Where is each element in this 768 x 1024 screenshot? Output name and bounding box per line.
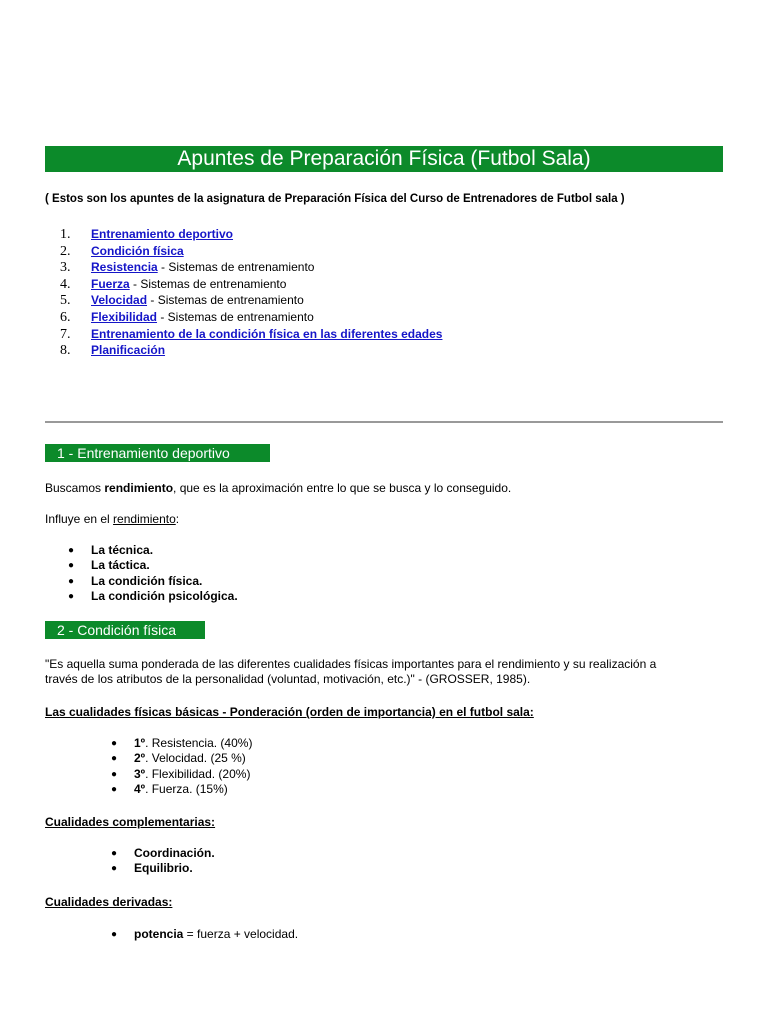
toc-link-flexibilidad[interactable]: Flexibilidad (91, 309, 158, 324)
toc-number: 1. (60, 227, 71, 242)
toc-item-5 (60, 292, 720, 309)
toc-item-2 (60, 243, 720, 260)
list-item: ● 3º. Flexibilidad. (20%) (111, 766, 251, 781)
section1-paragraph-1 (45, 480, 511, 496)
intro-text: ( Estos son los apuntes de la asignatura de Preparación Física del Curso de Entrenadores de Futbol sala ) (45, 193, 625, 205)
toc-number: 3. (60, 260, 71, 276)
list-item: ● Equilibrio. (111, 861, 193, 876)
bullet-icon: ● (111, 783, 118, 795)
toc-item-7 (60, 326, 720, 343)
paragraph-text: Influye en el (45, 512, 114, 526)
toc-suffix: - Sistemas de entrenamiento (157, 309, 314, 324)
quote-line-1: "Es aquella suma ponderada de las diferentes cualidades físicas importantes para el rendimiento y su realización a (45, 657, 657, 671)
toc-link-resistencia[interactable]: Resistencia (91, 260, 158, 275)
horizontal-divider (45, 421, 723, 423)
list-item: ● 2º. Velocidad. (25 %) (111, 751, 246, 766)
toc-item-6 (60, 309, 720, 326)
quote-line-2: través de los atributos de la personalidad (voluntad, motivación, etc.)" - (GROSSER, 1985). (45, 672, 531, 686)
basic-qualities-list (111, 736, 253, 797)
toc-item-4 (60, 276, 720, 293)
list-item: ● La condición física. (68, 573, 203, 588)
basic-qualities-heading: Las cualidades físicas básicas - Ponderación (orden de importancia) en el futbol sala: (45, 705, 534, 719)
toc-item-1 (60, 226, 720, 243)
table-of-contents (60, 226, 720, 359)
derived-heading: Cualidades derivadas: (45, 895, 173, 909)
bullet-icon: ● (68, 590, 75, 602)
section1-paragraph-2 (45, 511, 179, 527)
list-item: ● 4º. Fuerza. (15%) (111, 781, 228, 796)
derived-list (111, 927, 299, 942)
toc-suffix: - Sistemas de entrenamiento (157, 260, 315, 275)
bullet-icon: ● (111, 753, 118, 765)
bullet-icon: ● (111, 738, 118, 749)
paragraph-text: Buscamos (45, 481, 105, 495)
toc-item-3 (60, 259, 720, 276)
keyword-rendimiento: rendimiento (104, 481, 174, 495)
section-heading-entrenamiento: 1 - Entrenamiento deportivo (45, 444, 270, 462)
toc-link-velocidad[interactable]: Velocidad (91, 293, 148, 308)
page-title: Apuntes de Preparación Física (Futbol Sala) (45, 146, 723, 172)
toc-number: 2. (60, 243, 71, 259)
bullet-icon: ● (68, 545, 75, 556)
bullet-icon: ● (68, 575, 75, 587)
underlined-rendimiento: rendimiento (113, 512, 176, 526)
bullet-icon: ● (111, 768, 118, 780)
bullet-icon: ● (111, 863, 118, 875)
toc-link-planificacion[interactable]: Planificación (91, 343, 166, 358)
toc-link-entrenamiento-deportivo[interactable]: Entrenamiento deportivo (91, 227, 234, 241)
section-heading-condicion: 2 - Condición física (45, 621, 205, 639)
complementary-list (111, 846, 215, 877)
toc-item-8 (60, 342, 720, 359)
toc-number: 8. (60, 343, 71, 359)
toc-link-condicion-fisica[interactable]: Condición física (91, 243, 184, 258)
toc-suffix: - Sistemas de entrenamiento (129, 276, 287, 291)
toc-link-entrenamiento-edades[interactable]: Entrenamiento de la condición física en las diferentes edades (91, 326, 443, 341)
toc-number: 7. (60, 326, 71, 342)
list-item: ● La técnica. (68, 543, 154, 557)
paragraph-text: , que es la aproximación entre lo que se busca y lo conseguido. (173, 481, 512, 495)
paragraph-text: : (175, 512, 180, 526)
toc-number: 4. (60, 276, 71, 292)
list-item: ● La táctica. (68, 558, 150, 573)
bullet-icon: ● (68, 560, 75, 572)
toc-link-fuerza[interactable]: Fuerza (91, 276, 130, 291)
list-item: ● Coordinación. (111, 846, 215, 860)
list-item: ● La condición psicológica. (68, 588, 238, 603)
toc-number: 6. (60, 309, 71, 325)
bullet-icon: ● (111, 848, 118, 859)
list-item: ● 1º. Resistencia. (40%) (111, 736, 253, 750)
section1-bullet-list (68, 543, 238, 604)
toc-number: 5. (60, 293, 71, 309)
complementary-heading: Cualidades complementarias: (45, 815, 216, 829)
bullet-icon: ● (111, 929, 118, 940)
toc-suffix: - Sistemas de entrenamiento (147, 293, 304, 308)
list-item: ● potencia = fuerza + velocidad. (111, 927, 299, 941)
